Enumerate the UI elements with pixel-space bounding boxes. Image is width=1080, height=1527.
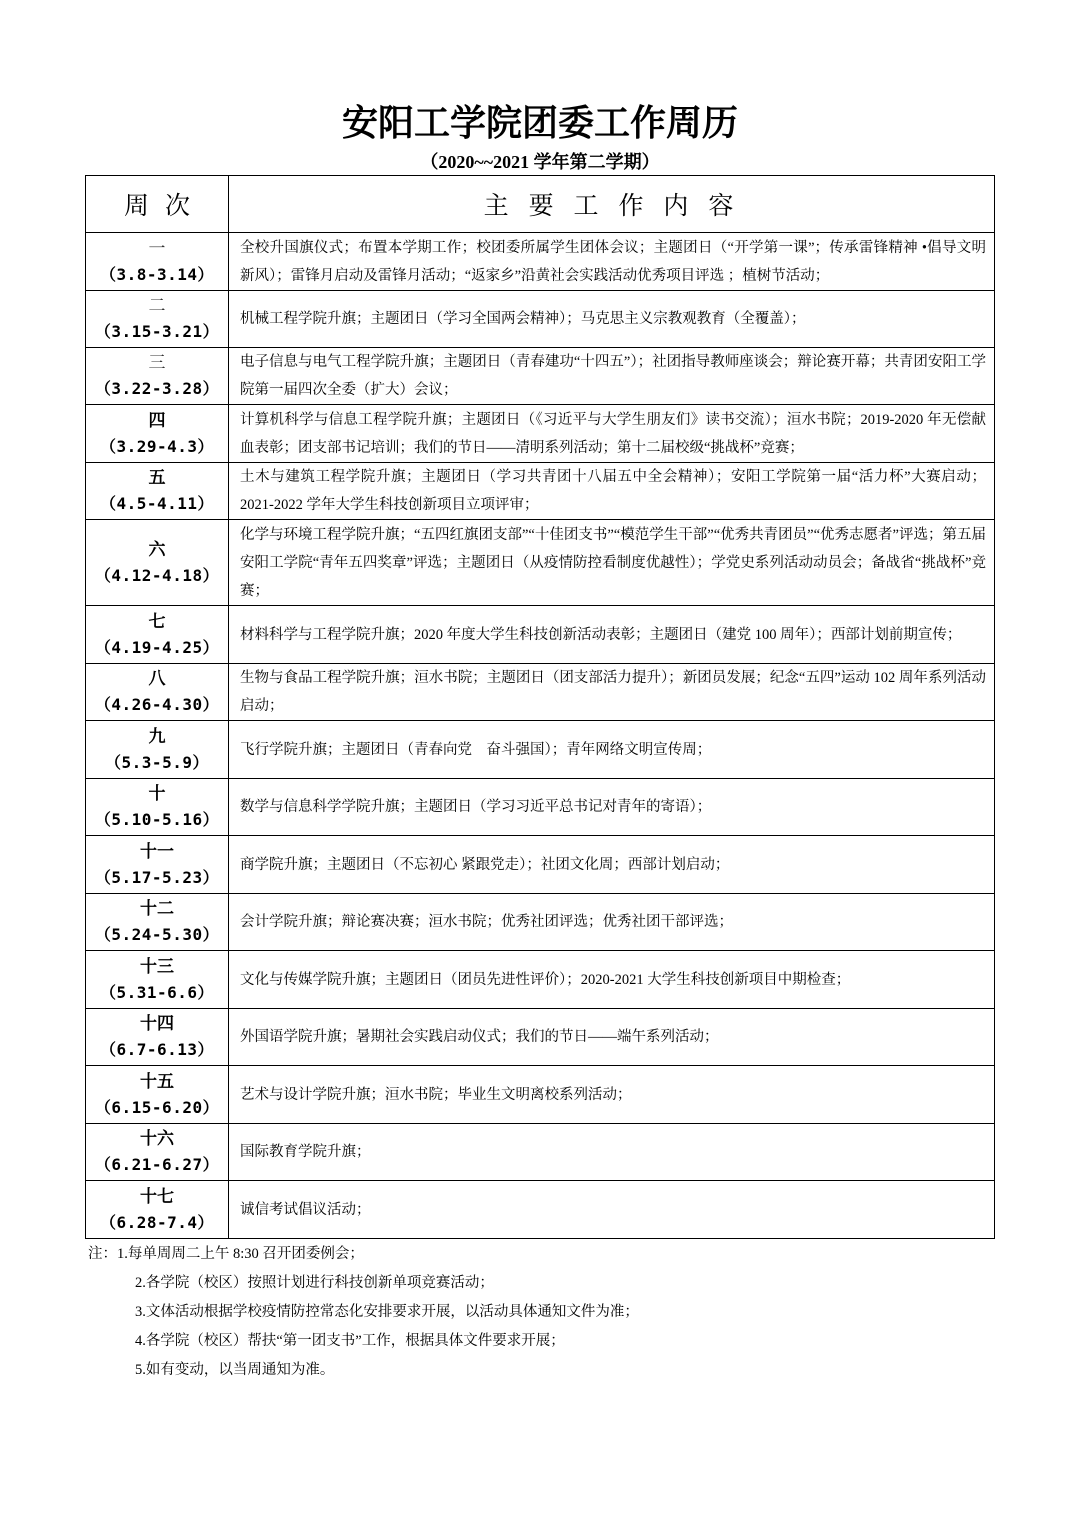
week-dates: （4.12-4.18） [94,565,220,585]
week-dates: （3.29-4.3） [99,436,215,456]
week-cell [86,836,229,894]
week-dates: （4.19-4.25） [94,637,220,657]
note-line-3: 3.文体活动根据学校疫情防控常态化安排要求开展，以活动具体通知文件为准； [135,1304,639,1320]
table-header-row [86,176,995,233]
week-number: 十六 [140,1129,174,1148]
table-row [86,463,995,520]
week-number: 四 [148,410,166,430]
table-row [86,1066,995,1124]
week-number: 七 [148,611,166,631]
week-content: 材料科学与工程学院升旗；2020 年度大学生科技创新活动表彰；主题团日（建党 100 周年）；西部计划前期宣传； [229,606,995,664]
table-row [86,348,995,405]
week-content: 商学院升旗；主题团日（不忘初心 紧跟党走）；社团文化周；西部计划启动； [229,836,995,894]
week-cell [86,721,229,779]
page-title: 安阳工学院团委工作周历 [341,103,738,144]
week-number: 十四 [140,1014,174,1033]
week-dates: （5.24-5.30） [94,925,220,944]
table-row [86,779,995,836]
weekly-calendar-table [85,175,995,1239]
week-content: 土木与建筑工程学院升旗；主题团日（学习共青团十八届五中全会精神）；安阳工学院第一届“活力杯”大赛启动；2021-2022 学年大学生科技创新项目立项评审； [229,463,995,520]
week-dates: （5.31-6.6） [99,982,215,1002]
week-content: 会计学院升旗；辩论赛决赛；洹水书院；优秀社团评选；优秀社团干部评选； [229,894,995,951]
table-row [86,894,995,951]
week-dates: （6.15-6.20） [94,1097,220,1117]
week-cell [86,664,229,721]
week-number: 九 [148,726,166,746]
week-content: 诚信考试倡议活动； [229,1181,995,1239]
week-number: 十七 [140,1186,174,1206]
table-row [86,1181,995,1239]
week-dates: （6.7-6.13） [99,1040,215,1059]
week-dates: （3.15-3.21） [94,322,220,341]
week-number: 三 [148,353,166,372]
week-dates: （4.5-4.11） [99,494,215,513]
table-row [86,951,995,1009]
week-number: 五 [148,468,166,487]
week-dates: （3.8-3.14） [99,264,215,284]
table-row [86,606,995,664]
week-number: 十二 [140,899,174,918]
week-dates: （5.17-5.23） [94,867,220,887]
table-row [86,664,995,721]
week-content: 数学与信息科学学院升旗；主题团日（学习习近平总书记对青年的寄语）； [229,779,995,836]
page-subtitle: （2020~~2021 学年第二学期） [420,152,660,172]
note-line-5: 5.如有变动，以当周通知为准。 [135,1362,335,1378]
week-cell [86,520,229,606]
week-number: 十三 [140,956,174,976]
week-number: 一 [148,238,166,258]
week-cell [86,291,229,348]
week-content: 计算机科学与信息工程学院升旗；主题团日（《习近平与大学生朋友们》读书交流）；洹水书院；2019-2020 年无偿献血表彰；团支部书记培训；我们的节日——清明系列活动；第十二届校级“挑战杯”竞赛； [229,405,995,463]
week-number: 十五 [140,1071,174,1091]
note-line-1: 注：1.每单周周二上午 8:30 召开团委例会； [88,1246,364,1262]
week-cell [86,606,229,664]
week-cell [86,1009,229,1066]
table-row [86,520,995,606]
week-cell [86,463,229,520]
notes-section [88,1240,988,1385]
week-number: 十 [148,784,166,803]
table-row [86,1009,995,1066]
week-content: 文化与传媒学院升旗；主题团日（团员先进性评价）；2020-2021 大学生科技创新项目中期检查； [229,951,995,1009]
week-content: 国际教育学院升旗； [229,1124,995,1181]
week-cell [86,233,229,291]
week-number: 十一 [140,841,174,861]
week-dates: （5.3-5.9） [105,752,209,772]
week-dates: （6.21-6.27） [94,1155,220,1174]
table-row [86,1124,995,1181]
week-content: 艺术与设计学院升旗；洹水书院；毕业生文明离校系列活动； [229,1066,995,1124]
week-cell [86,348,229,405]
week-cell [86,951,229,1009]
week-cell [86,405,229,463]
week-content: 外国语学院升旗；暑期社会实践启动仪式；我们的节日——端午系列活动； [229,1009,995,1066]
week-dates: （6.28-7.4） [99,1212,215,1232]
week-content: 化学与环境工程学院升旗；“五四红旗团支部”“十佳团支书”“模范学生干部”“优秀共青团员”“优秀志愿者”评选；第五届安阳工学院“青年五四奖章”评选；主题团日（从疫情防控看制度优越性）；学党史系列活动动员会；备战省“挑战杯”竞赛； [229,520,995,606]
table-row [86,291,995,348]
week-number: 八 [148,669,166,688]
header-content: 主 要 工 作 内 容 [229,176,995,233]
week-cell [86,1124,229,1181]
week-content: 生物与食品工程学院升旗；洹水书院；主题团日（团支部活力提升）；新团员发展；纪念“五四”运动 102 周年系列活动启动； [229,664,995,721]
week-content: 飞行学院升旗；主题团日（青春向党 奋斗强国）；青年网络文明宣传周； [229,721,995,779]
week-dates: （4.26-4.30） [94,695,220,714]
week-number: 六 [148,539,166,559]
week-content: 全校升国旗仪式；布置本学期工作；校团委所属学生团体会议；主题团日（“开学第一课”；传承雷锋精神 •倡导文明新风）；雷锋月启动及雷锋月活动；“返家乡”沿黄社会实践活动优秀项目评选 ；植树节活动； [229,233,995,291]
week-dates: （3.22-3.28） [94,379,220,398]
note-line-2: 2.各学院（校区）按照计划进行科技创新单项竞赛活动； [135,1275,494,1291]
note-line-4: 4.各学院（校区）帮扶“第一团支书”工作，根据具体文件要求开展； [135,1333,565,1349]
table-row [86,233,995,291]
week-cell [86,894,229,951]
week-cell [86,1181,229,1239]
table-row [86,721,995,779]
table-row [86,836,995,894]
week-content: 电子信息与电气工程学院升旗；主题团日（青春建功“十四五”）；社团指导教师座谈会；辩论赛开幕；共青团安阳工学院第一届四次全委（扩大）会议； [229,348,995,405]
week-content: 机械工程学院升旗；主题团日（学习全国两会精神）；马克思主义宗教观教育（全覆盖）； [229,291,995,348]
week-cell [86,1066,229,1124]
week-cell [86,779,229,836]
header-week: 周 次 [86,176,229,233]
week-dates: （5.10-5.16） [94,810,220,829]
week-number: 二 [148,296,166,315]
table-row [86,405,995,463]
